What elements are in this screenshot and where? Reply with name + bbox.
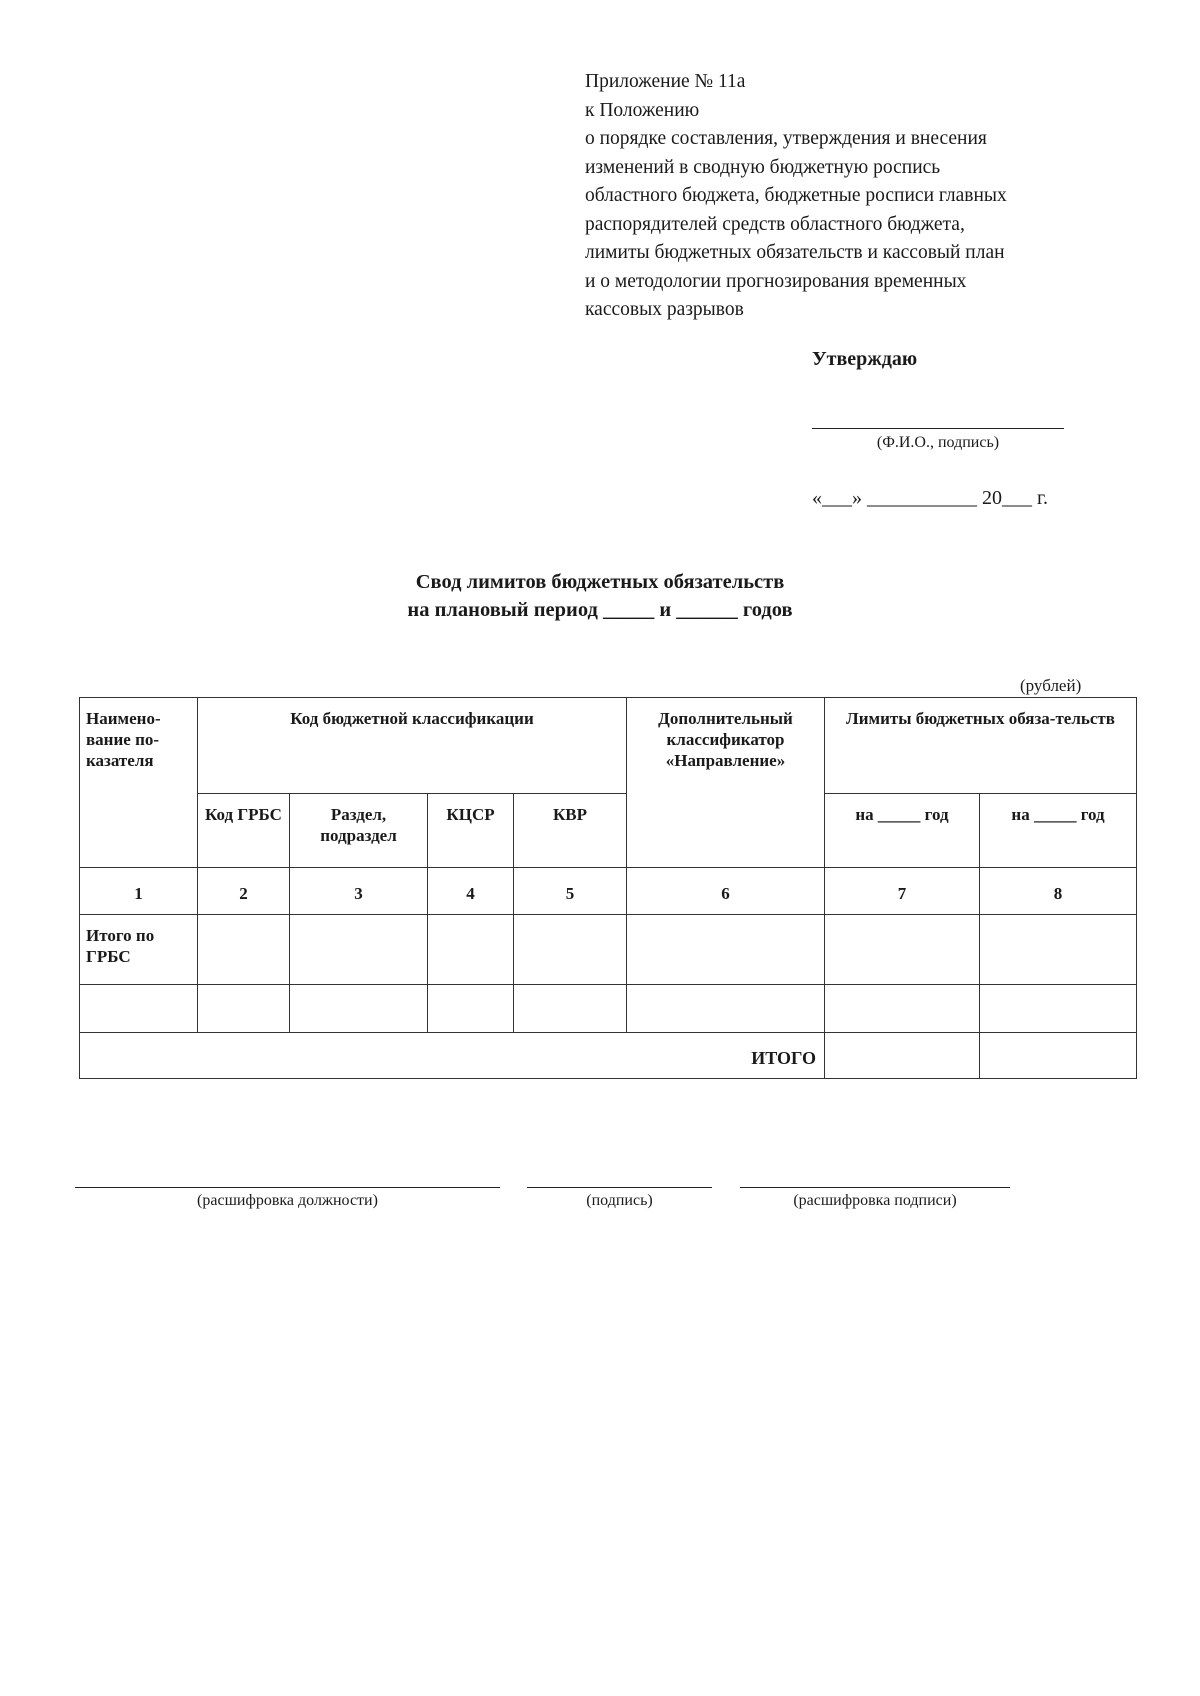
signature-decode-caption: (расшифровка подписи)	[793, 1192, 957, 1209]
header-grbs: Код ГРБС	[198, 794, 290, 868]
appendix-line: Приложение № 11а	[585, 71, 746, 92]
table-cell[interactable]	[428, 985, 514, 1033]
table-cell[interactable]	[290, 985, 428, 1033]
header-limits: Лимиты бюджетных обяза-тельств	[825, 698, 1137, 794]
table-cell[interactable]	[627, 915, 825, 985]
column-number: 5	[514, 868, 627, 915]
header-extra-classifier: Дополнительный классификатор «Направление»	[627, 698, 825, 868]
position-caption: (расшифровка должности)	[197, 1192, 378, 1209]
header-kcsr: КЦСР	[428, 794, 514, 868]
table-row	[80, 985, 1137, 1033]
signature-caption: (подпись)	[586, 1192, 653, 1209]
signature-decode-line	[740, 1187, 1010, 1188]
document-title-line1: Свод лимитов бюджетных обязательств	[415, 571, 785, 593]
total-year1-cell[interactable]	[825, 1033, 980, 1079]
table-cell[interactable]	[514, 985, 627, 1033]
document-title	[300, 568, 900, 624]
table-cell[interactable]	[825, 985, 980, 1033]
column-number: 7	[825, 868, 980, 915]
header-year2: на _____ год	[980, 794, 1137, 868]
total-row	[80, 1033, 1137, 1079]
position-signature-line	[75, 1187, 500, 1188]
table-cell[interactable]	[80, 985, 198, 1033]
table-cell[interactable]	[198, 915, 290, 985]
limits-table	[79, 697, 1137, 1079]
column-number: 3	[290, 868, 428, 915]
table-cell[interactable]	[627, 985, 825, 1033]
appendix-line: распорядителей средств областного бюджета,	[585, 213, 965, 235]
approval-signature-line	[812, 428, 1064, 429]
appendix-line: кассовых разрывов	[585, 299, 744, 320]
appendix-line: лимиты бюджетных обязательств и кассовый план	[585, 242, 1005, 263]
header-indicator-name: Наимено-вание по-казателя	[80, 698, 198, 868]
row-grbs-label: Итого по ГРБС	[80, 915, 198, 985]
appendix-line: изменений в сводную бюджетную роспись	[585, 156, 941, 178]
table-cell[interactable]	[198, 985, 290, 1033]
table-cell[interactable]	[428, 915, 514, 985]
header-budget-code: Код бюджетной классификации	[198, 698, 627, 794]
appendix-line: и о методологии прогнозирования временных	[585, 270, 967, 292]
approval-title: Утверждаю	[812, 348, 918, 370]
approval-date: «___» ___________ 20___ г.	[812, 487, 1048, 509]
column-numbers-row	[80, 868, 1137, 915]
header-year1: на _____ год	[825, 794, 980, 868]
header-razdel: Раздел, подраздел	[290, 794, 428, 868]
table-subheader-row	[80, 794, 1137, 868]
header-kvr: КВР	[514, 794, 627, 868]
total-year2-cell[interactable]	[980, 1033, 1137, 1079]
table-cell[interactable]	[825, 915, 980, 985]
signature-line	[527, 1187, 712, 1188]
total-label: ИТОГО	[80, 1033, 825, 1079]
column-number: 4	[428, 868, 514, 915]
table-cell[interactable]	[980, 915, 1137, 985]
column-number: 2	[198, 868, 290, 915]
table-cell[interactable]	[290, 915, 428, 985]
table-cell[interactable]	[514, 915, 627, 985]
column-number: 1	[80, 868, 198, 915]
appendix-block	[585, 68, 1145, 325]
approval-fio-caption: (Ф.И.О., подпись)	[876, 434, 1000, 451]
appendix-line: областного бюджета, бюджетные росписи главных	[585, 185, 1007, 206]
column-number: 8	[980, 868, 1137, 915]
appendix-line: о порядке составления, утверждения и внесения	[585, 128, 987, 149]
table-cell[interactable]	[980, 985, 1137, 1033]
units-label: (рублей)	[1020, 676, 1082, 695]
table-row	[80, 915, 1137, 985]
table-header-row	[80, 698, 1137, 794]
column-number: 6	[627, 868, 825, 915]
document-title-line2: на плановый период _____ и ______ годов	[407, 599, 793, 621]
appendix-line: к Положению	[585, 99, 700, 121]
